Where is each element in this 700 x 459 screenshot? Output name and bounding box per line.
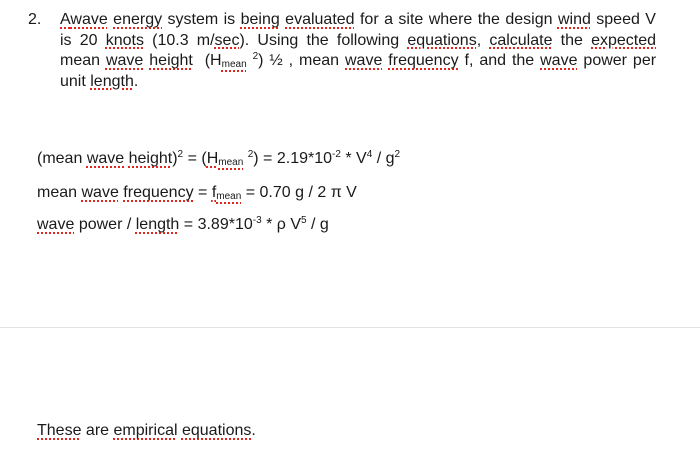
symbol-h: H xyxy=(206,150,219,167)
text: ) xyxy=(258,52,264,69)
text: = xyxy=(198,184,208,201)
text: = 3.89*10 xyxy=(183,216,253,233)
superscript: 2 xyxy=(252,51,259,62)
text: ) = 2.19*10 xyxy=(253,150,333,167)
text: = 0.70 g / 2 π V xyxy=(245,184,357,201)
equation-wave-power-per-length xyxy=(37,216,329,234)
text: (mean xyxy=(37,150,83,167)
text: / g xyxy=(311,216,329,233)
superscript: -3 xyxy=(252,215,262,226)
word-wave: wave xyxy=(345,52,383,69)
note-text xyxy=(37,422,256,440)
text: (H xyxy=(204,52,222,69)
word-height: height xyxy=(149,52,193,69)
problem-statement xyxy=(28,10,656,92)
superscript: -2 xyxy=(332,149,341,160)
word-energy: energy xyxy=(113,11,163,28)
word-wind: wind xyxy=(557,11,591,28)
superscript: 2 xyxy=(247,149,254,160)
text: mean xyxy=(60,52,101,69)
divider xyxy=(0,327,700,328)
text: the xyxy=(560,31,583,49)
word-evaluated: evaluated xyxy=(285,11,355,28)
text: * V xyxy=(345,150,367,167)
text: / g xyxy=(376,150,395,167)
text: * ρ V xyxy=(266,216,301,233)
word-wave: wave xyxy=(70,11,108,28)
word-calculate: calculate xyxy=(489,31,553,49)
subscript-mean: mean xyxy=(216,191,242,202)
problem-number: 2. xyxy=(28,11,42,28)
word-equations: equations xyxy=(407,31,477,49)
text: ½ , mean xyxy=(269,52,340,69)
text: system is xyxy=(167,11,236,28)
superscript: 4 xyxy=(366,149,373,160)
word-length: length xyxy=(135,216,180,233)
word-height: height xyxy=(128,150,173,167)
subscript-mean: mean xyxy=(218,157,244,168)
equation-mean-wave-frequency xyxy=(37,184,357,202)
text: power per unit xyxy=(60,52,657,90)
word-expected: expected xyxy=(591,31,657,49)
word-length: length xyxy=(90,72,134,90)
text: for a site where the design xyxy=(359,11,553,28)
superscript: 5 xyxy=(300,215,307,226)
text: . xyxy=(133,72,139,90)
text: , xyxy=(476,31,482,49)
word-frequency: frequency xyxy=(388,52,459,69)
text: power / xyxy=(78,216,132,233)
word-empirical: empirical xyxy=(113,422,178,439)
subscript-mean: mean xyxy=(221,59,247,70)
word-knots: knots xyxy=(105,31,144,49)
word-wave: wave xyxy=(86,150,125,167)
word-these: These xyxy=(37,422,82,439)
word-equations: equations xyxy=(181,422,252,439)
text: mean xyxy=(37,184,78,201)
word-frequency: frequency xyxy=(123,184,194,201)
word-wave: wave xyxy=(81,184,119,201)
word-wave: wave xyxy=(540,52,578,69)
word-wave: wave xyxy=(105,52,144,69)
word: A xyxy=(60,11,71,28)
text: f, and the xyxy=(464,52,535,69)
superscript: 2 xyxy=(177,149,184,160)
word-sec: sec xyxy=(214,31,240,49)
text: . xyxy=(251,422,256,439)
text: speed V is 20 xyxy=(60,11,656,49)
symbol-f: f xyxy=(211,184,217,201)
text: ) xyxy=(172,150,178,167)
text: = ( xyxy=(187,150,207,167)
text: (10.3 m/ xyxy=(152,31,215,49)
equation-mean-wave-height xyxy=(37,150,400,168)
problem-text xyxy=(60,10,656,92)
text: ). Using the following xyxy=(239,31,400,49)
superscript: 2 xyxy=(394,149,401,160)
text: are xyxy=(85,422,110,439)
word-wave: wave xyxy=(37,216,75,233)
word-being: being xyxy=(240,11,280,28)
